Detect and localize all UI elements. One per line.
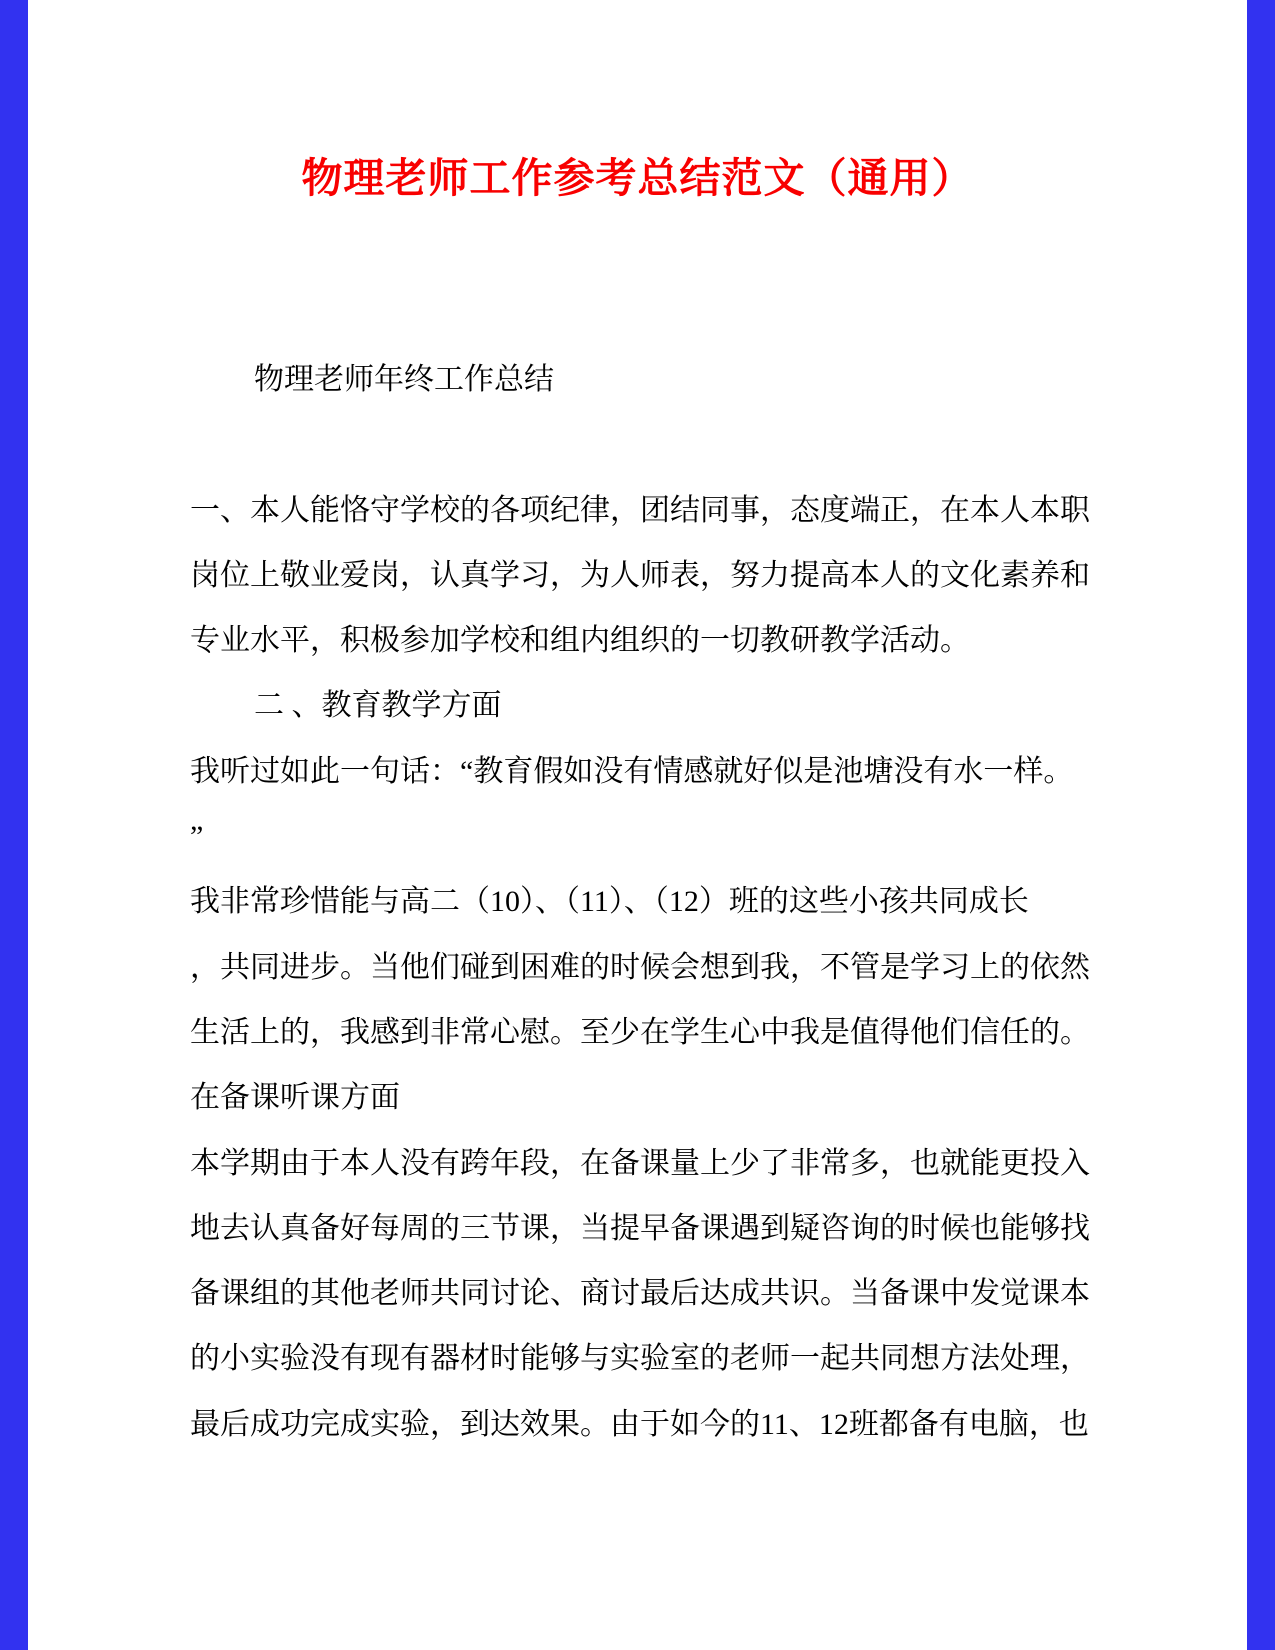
text-line: 在备课听课方面 [190,1081,400,1115]
text-line: 我非常珍惜能与高二（10）、（11）、（12）班的这些小孩共同成长 [190,885,1029,919]
text-line: 专业水平，积极参加学校和组内组织的一切教研教学活动。 [190,624,970,658]
text-line: 的小实验没有现有器材时能够与实验室的老师一起共同想方法处理， [190,1342,1090,1376]
page-left-border [0,0,28,1650]
text-line: 地去认真备好每周的三节课，当提早备课遇到疑咨询的时候也能够找 [190,1211,1090,1245]
text-line: 岗位上敬业爱岗，认真学习，为人师表，努力提高本人的文化素养和 [190,558,1090,592]
text-line: 生活上的，我感到非常心慰。至少在学生心中我是值得他们信任的。 [190,1015,1090,1049]
text-line: 一、本人能恪守学校的各项纪律，团结同事，态度端正，在本人本职 [190,493,1090,527]
document-body [190,347,1100,1457]
text-line: 备课组的其他老师共同讨论、商讨最后达成共识。当备课中发觉课本 [190,1277,1090,1311]
page-right-border [1247,0,1275,1650]
text-line: 最后成功完成实验，到达效果。由于如今的11、12班都备有电脑，也 [190,1407,1089,1441]
blank-line [190,412,1100,477]
document-subtitle: 物理老师年终工作总结 [254,363,554,396]
text-line: ，共同进步。当他们碰到困难的时候会想到我，不管是学习上的依然 [190,950,1090,984]
text-line-section-heading: 二 、教育教学方面 [254,689,502,723]
text-line: 我听过如此一句话：“教育假如没有情感就好似是池塘没有水一样。 [190,754,1074,788]
text-line: ” [190,820,204,854]
text-line: 本学期由于本人没有跨年段，在备课量上少了非常多，也就能更投入 [190,1146,1090,1180]
document-title: 物理老师工作参考总结范文（通用） [301,155,974,201]
